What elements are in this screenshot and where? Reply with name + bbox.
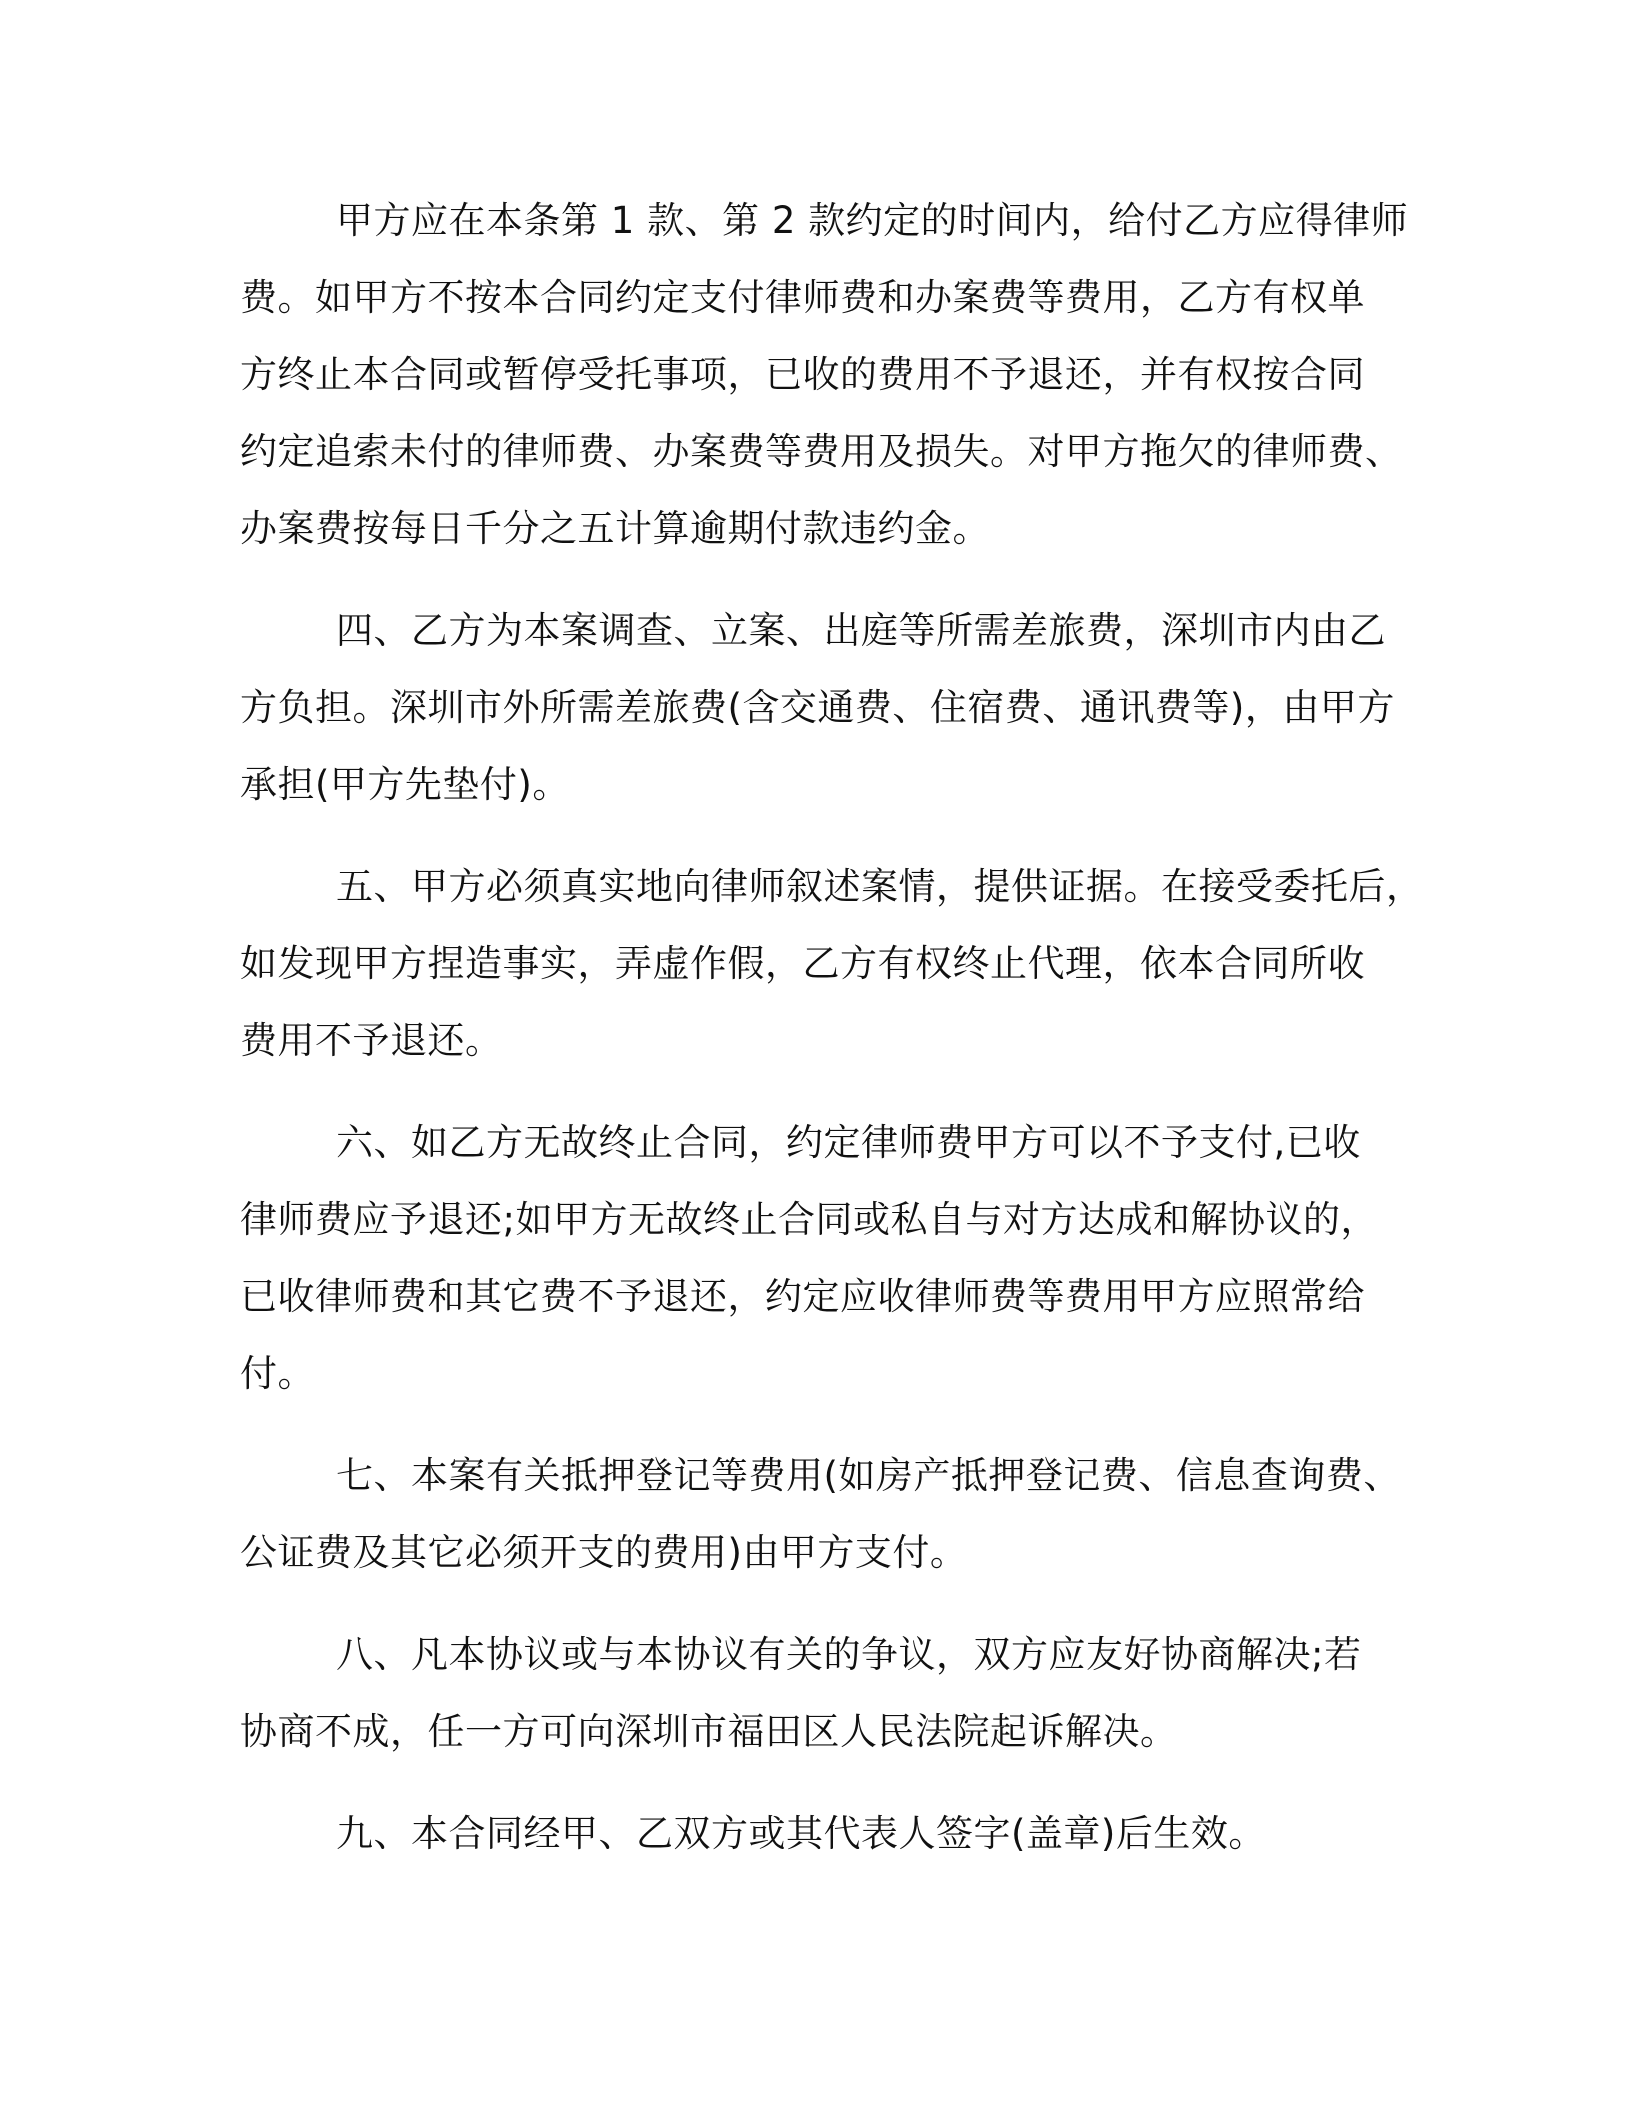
clause-7-mortgage-fees: [240, 1437, 1400, 1591]
clause-6-termination: [240, 1104, 1400, 1412]
clause-5-truthful-facts: [240, 848, 1424, 1079]
paragraph-line: 八、凡本协议或与本协议有关的争议，双方应友好协商解决;若: [336, 1633, 1362, 1676]
paragraph-line: 办案费按每日千分之五计算逾期付款违约金。: [240, 507, 990, 550]
paragraph-line: 五、甲方必须真实地向律师叙述案情，提供证据。在接受委托后，: [336, 865, 1424, 908]
paragraph-line: 协商不成，任一方可向深圳市福田区人民法院起诉解决。: [240, 1710, 1178, 1753]
paragraph-payment-terms: [240, 182, 1409, 567]
paragraph-line: 如发现甲方捏造事实，弄虚作假，乙方有权终止代理，依本合同所收: [240, 942, 1365, 985]
paragraph-line: 约定追索未付的律师费、办案费等费用及损失。对甲方拖欠的律师费、: [240, 430, 1403, 473]
paragraph-line: 已收律师费和其它费不予退还，约定应收律师费等费用甲方应照常给: [240, 1275, 1365, 1318]
paragraph-line: 公证费及其它必须开支的费用)由甲方支付。: [240, 1531, 968, 1574]
paragraph-line: 方终止本合同或暂停受托事项，已收的费用不予退还，并有权按合同: [240, 353, 1365, 396]
clause-4-travel-expenses: [240, 592, 1400, 823]
paragraph-line: 付。: [240, 1352, 315, 1395]
paragraph-line: 六、如乙方无故终止合同，约定律师费甲方可以不予支付,已收: [336, 1121, 1361, 1164]
paragraph-line: 承担(甲方先垫付)。: [240, 763, 570, 806]
paragraph-line: 甲方应在本条第 1 款、第 2 款约定的时间内，给付乙方应得律师: [336, 199, 1409, 242]
paragraph-line: 四、乙方为本案调查、立案、出庭等所需差旅费，深圳市内由乙: [336, 609, 1386, 652]
document-body: [240, 182, 1424, 1897]
paragraph-line: 七、本案有关抵押登记等费用(如房产抵押登记费、信息查询费、: [336, 1454, 1401, 1497]
paragraph-line: 九、本合同经甲、乙双方或其代表人签字(盖章)后生效。: [336, 1812, 1266, 1855]
clause-9-effectiveness: [240, 1795, 1400, 1872]
paragraph-line: 方负担。深圳市外所需差旅费(含交通费、住宿费、通讯费等)，由甲方: [240, 686, 1395, 729]
paragraph-line: 律师费应予退还;如甲方无故终止合同或私自与对方达成和解协议的，: [240, 1198, 1378, 1241]
paragraph-line: 费用不予退还。: [240, 1019, 503, 1062]
clause-8-disputes: [240, 1616, 1400, 1770]
paragraph-line: 费。如甲方不按本合同约定支付律师费和办案费等费用，乙方有权单: [240, 276, 1365, 319]
